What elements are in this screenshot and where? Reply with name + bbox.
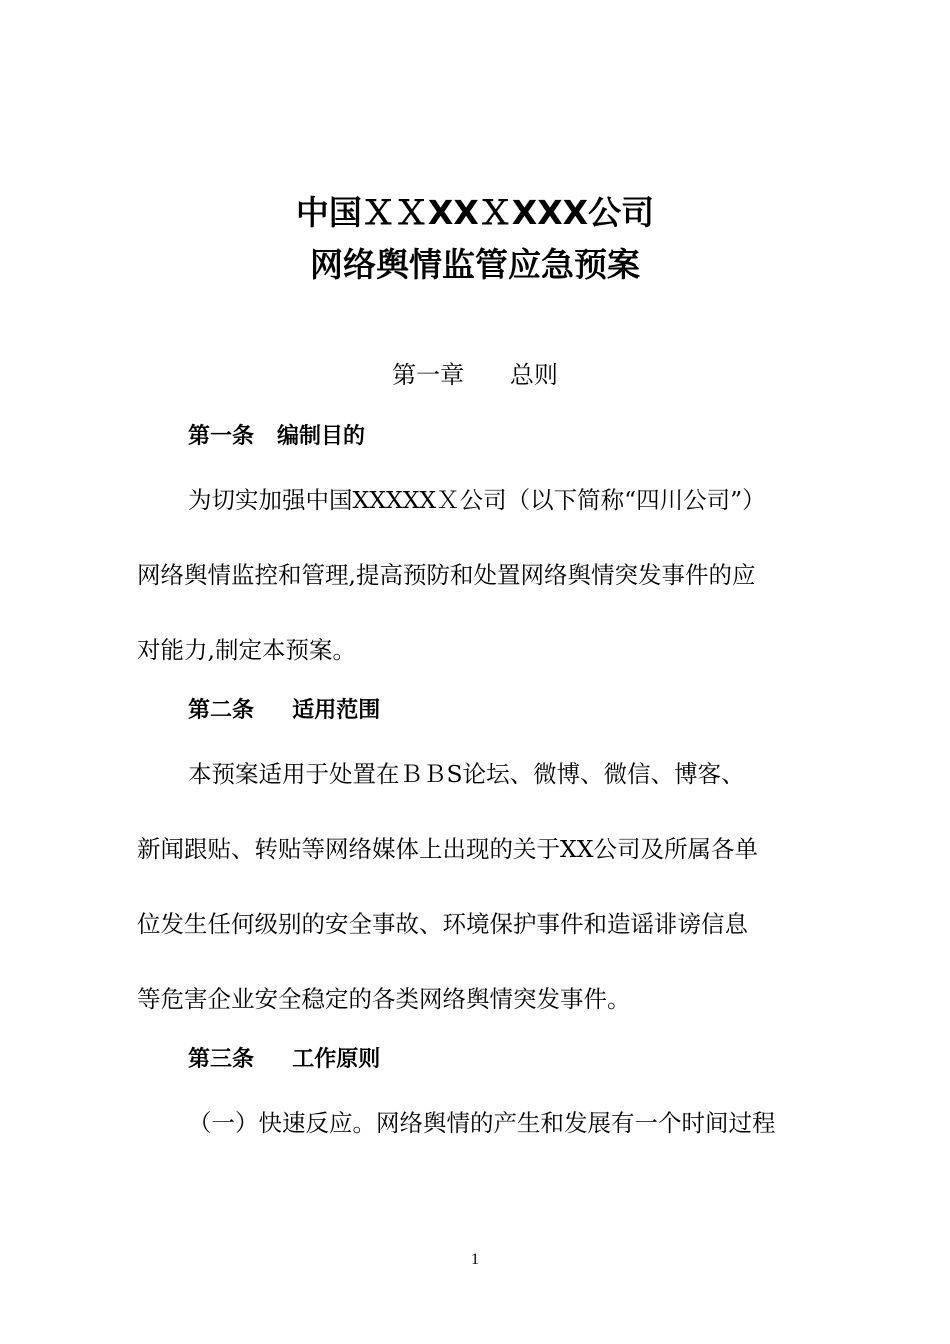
document-title-line-2: 网络舆情监管应急预案 [310, 245, 640, 284]
article-1-paragraph-line: 网络舆情监控和管理,提高预防和处置网络舆情突发事件的应 [137, 561, 756, 589]
article-3-heading: 第三条 工作原则 [188, 1047, 381, 1072]
page-number: 1 [471, 1251, 479, 1268]
article-1-paragraph-line: 对能力,制定本预案。 [137, 636, 356, 664]
article-2-heading: 第二条 适用范围 [188, 698, 381, 723]
article-2-paragraph-line: 新闻跟贴、转贴等网络媒体上出现的关于XX公司及所属各单 [137, 835, 758, 863]
article-3-paragraph-line: （一）快速反应。网络舆情的产生和发展有一个时间过程 [188, 1109, 776, 1137]
article-1-heading: 第一条 编制目的 [188, 424, 365, 449]
document-title-line-1: 中国ＸＸXXＸXXX公司 [295, 193, 655, 232]
article-2-paragraph-line: 等危害企业安全稳定的各类网络舆情突发事件。 [137, 985, 631, 1013]
article-1-paragraph-line: 为切实加强中国XXXXXＸ公司（以下简称“四川公司”） [188, 486, 766, 514]
article-2-paragraph-line: 本预案适用于处置在ＢＢS论坛、微博、微信、博客、 [188, 760, 745, 788]
chapter-heading: 第一章 总则 [392, 361, 558, 389]
article-2-paragraph-line: 位发生任何级别的安全事故、环境保护事件和造谣诽谤信息 [137, 910, 748, 938]
